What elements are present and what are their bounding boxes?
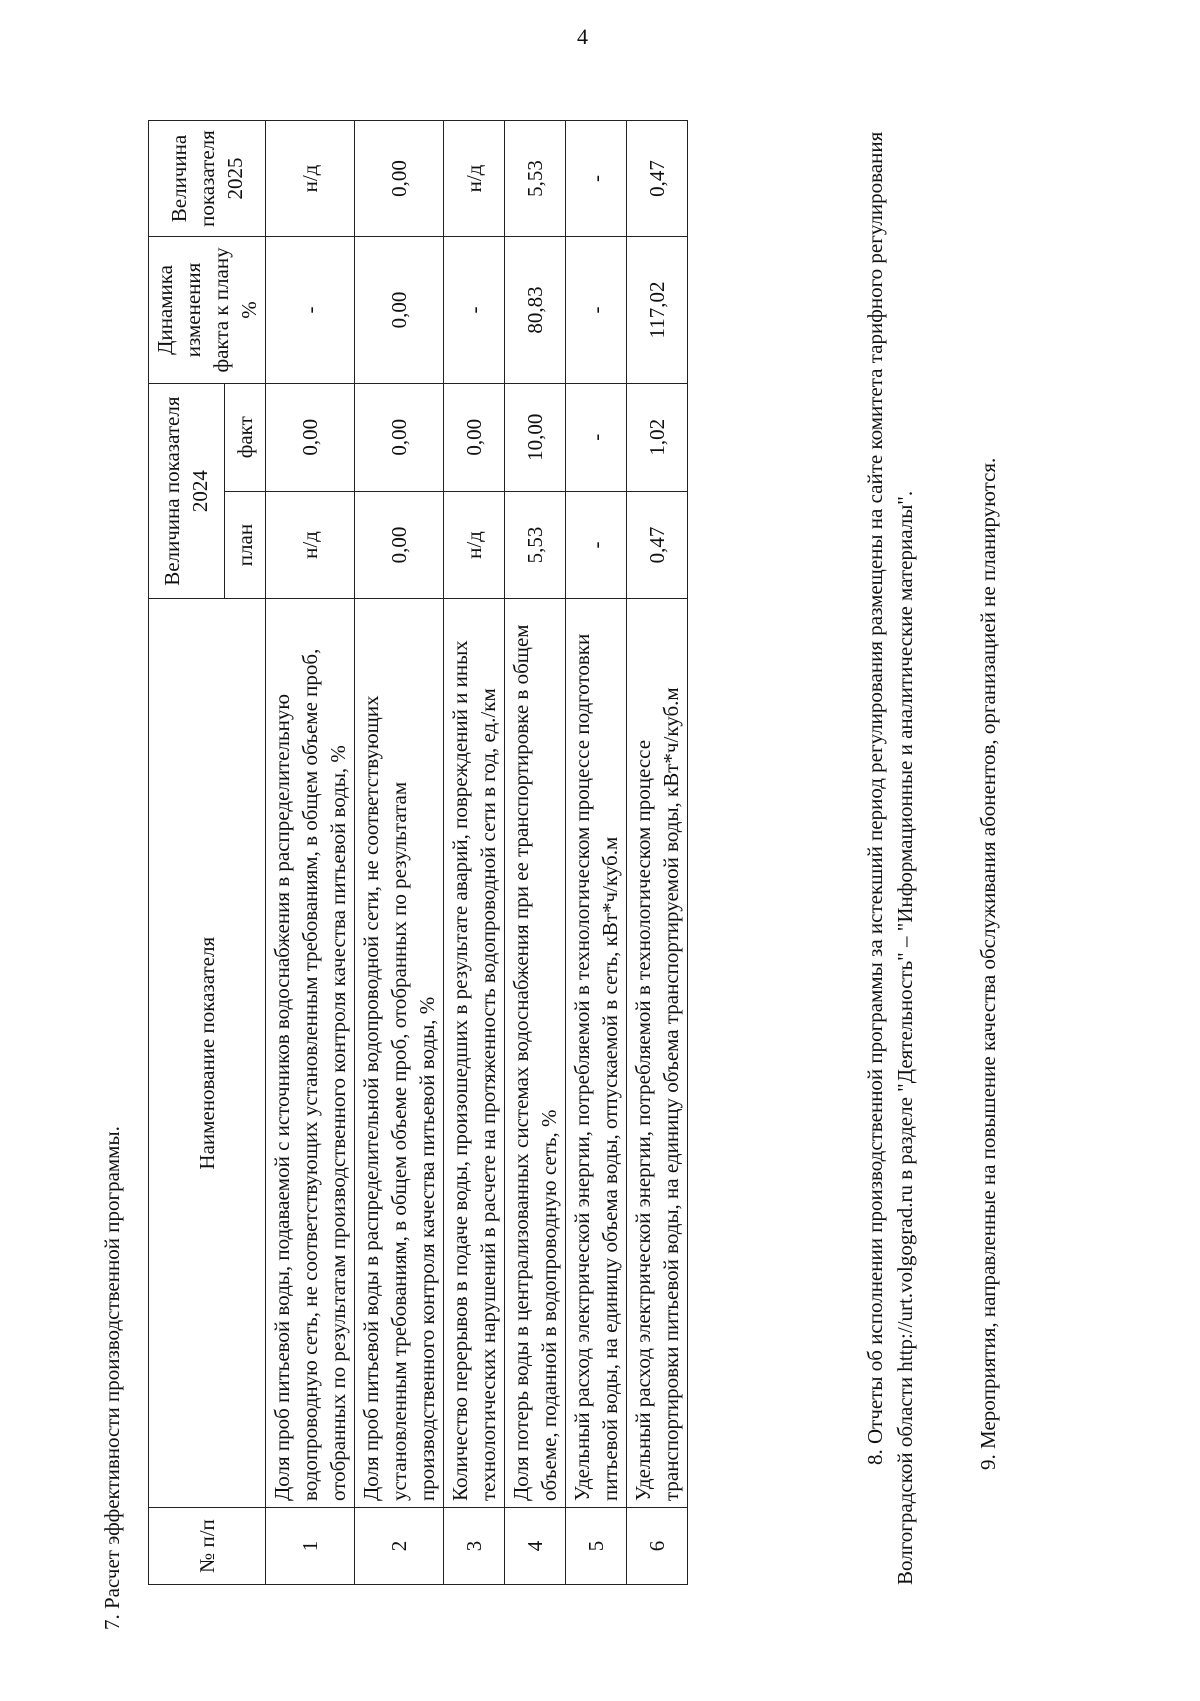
row-fact: 0,00: [355, 383, 444, 491]
row-dynamics: 80,83: [505, 237, 566, 384]
row-name: Доля проб питьевой воды, подаваемой с источников водоснабжения в распределительную водопроводную сеть, не соответствующих установленным требованиям, в общем объеме проб, отобранных по результатам производственного контроля качества питьевой воды, %: [266, 599, 355, 1508]
table-row: [566, 121, 627, 1585]
table-row: [505, 121, 566, 1585]
rotated-page-content: [100, 70, 1100, 1630]
row-dynamics: -: [444, 237, 505, 384]
header-2025: Величина показателя 2025: [149, 121, 266, 237]
row-2025: н/д: [444, 121, 505, 237]
row-dynamics: 117,02: [627, 237, 688, 384]
row-fact: -: [566, 383, 627, 491]
row-fact: 0,00: [266, 383, 355, 491]
header-fact: факт: [224, 383, 265, 491]
header-name: Наименование показателя: [149, 599, 266, 1508]
table-row: [266, 121, 355, 1585]
row-num: 4: [505, 1508, 566, 1585]
row-plan: 5,53: [505, 491, 566, 599]
row-name: Доля потерь воды в централизованных системах водоснабжения при ее транспортировке в общем объеме, поданной в водопроводную сеть, %: [505, 599, 566, 1508]
row-name: Доля проб питьевой воды в распределительной водопроводной сети, не соответствующих установленным требованиям, в общем объеме проб, отобранных по результатам производственного контроля качества питьевой воды, %: [355, 599, 444, 1508]
header-plan: план: [224, 491, 265, 599]
header-2024: Величина показателя 2024: [149, 383, 225, 599]
row-2025: 0,47: [627, 121, 688, 237]
row-plan: -: [566, 491, 627, 599]
row-2025: 0,00: [355, 121, 444, 237]
row-num: 5: [566, 1508, 627, 1585]
table-row: [444, 121, 505, 1585]
page-number: 4: [577, 24, 588, 49]
efficiency-table: [148, 120, 688, 1585]
row-2025: -: [566, 121, 627, 237]
row-num: 1: [266, 1508, 355, 1585]
row-fact: 1,02: [627, 383, 688, 491]
row-fact: 0,00: [444, 383, 505, 491]
row-dynamics: -: [566, 237, 627, 384]
row-name: Удельный расход электрической энергии, потребляемой в технологическом процессе подготовки питьевой воды, на единицу объема воды, отпускаемой в сеть, кВт*ч/куб.м: [566, 599, 627, 1508]
note-reports: [860, 105, 920, 1585]
table-row: [355, 121, 444, 1585]
row-num: 3: [444, 1508, 505, 1585]
note-reports-text: 8. Отчеты об исполнении производственной программы за истекший период регулирования размещены на сайте комитета тарифного регулирования Волгоградской области http://urt.volgograd.ru в разделе "Деятельность" – "Информационные и аналитические материалы".: [863, 131, 917, 1585]
row-name: Количество перерывов в подаче воды, произошедших в результате аварий, повреждений и иных технологических нарушений в расчете на протяженность водопроводной сети в год, ед./км: [444, 599, 505, 1508]
header-dynamics: Динамика изменения факта к плану %: [149, 237, 266, 384]
row-2025: н/д: [266, 121, 355, 237]
note-measures: 9. Мероприятия, направленные на повышение качества обслуживания абонентов, организацией не планируются.: [976, 457, 1000, 1470]
row-plan: н/д: [444, 491, 505, 599]
row-dynamics: -: [266, 237, 355, 384]
row-name: Удельный расход электрической энергии, потребляемой в технологическом процессе транспортировки питьевой воды, на единицу объема транспортируемой воды, кВт*ч/куб.м: [627, 599, 688, 1508]
row-plan: 0,00: [355, 491, 444, 599]
header-num: № п/п: [149, 1508, 266, 1585]
row-num: 2: [355, 1508, 444, 1585]
row-plan: 0,47: [627, 491, 688, 599]
row-2025: 5,53: [505, 121, 566, 237]
row-dynamics: 0,00: [355, 237, 444, 384]
row-fact: 10,00: [505, 383, 566, 491]
section-title: 7. Расчет эффективности производственной программы.: [100, 1126, 124, 1630]
row-plan: н/д: [266, 491, 355, 599]
row-num: 6: [627, 1508, 688, 1585]
table-row: [627, 121, 688, 1585]
